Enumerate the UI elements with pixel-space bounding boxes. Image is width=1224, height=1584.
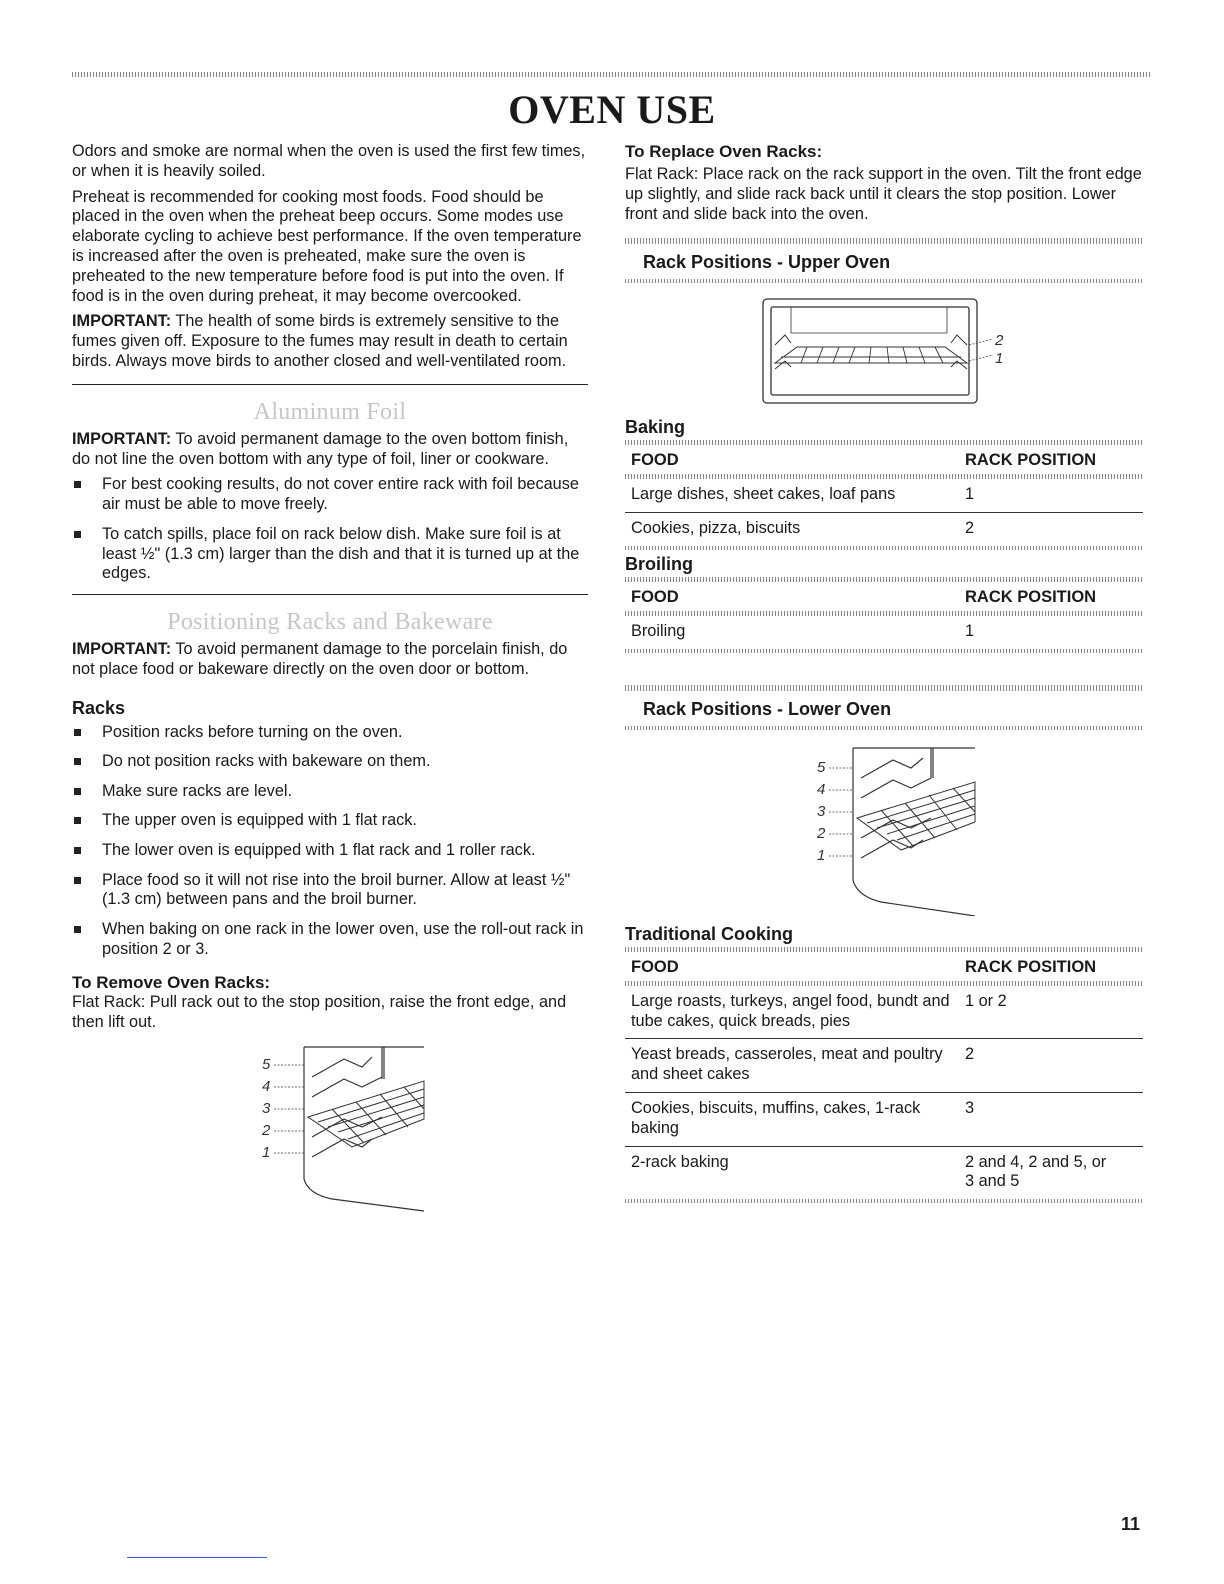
position-cell: 2 bbox=[965, 519, 975, 538]
rack-position-column-header: RACK POSITION bbox=[965, 957, 1097, 976]
rack-label: 2 bbox=[817, 824, 826, 842]
food-cell: 2-rack baking bbox=[631, 1152, 729, 1171]
rack-label: 5 bbox=[817, 758, 826, 776]
birds-warning-text: The health of some birds is extremely sensitive to the fumes given off. Exposure to the fumes may result in death to certain birds. Always move birds to another closed and well-ventilated room. bbox=[72, 312, 568, 370]
important-label: IMPORTANT: bbox=[72, 312, 172, 331]
oven-rack-diagram-left bbox=[72, 1039, 588, 1214]
remove-racks-text: Flat Rack: Pull rack out to the stop position, raise the front edge, and then lift out. bbox=[72, 993, 567, 1032]
page-number: 11 bbox=[1120, 1514, 1140, 1534]
footer-link-underline[interactable] bbox=[127, 1557, 267, 1558]
table-row bbox=[625, 1093, 1143, 1147]
list-item: The upper oven is equipped with 1 flat rack. bbox=[72, 811, 588, 831]
upper-oven-heading: Rack Positions - Upper Oven bbox=[643, 252, 891, 273]
rack-position-column-header: RACK POSITION bbox=[965, 451, 1097, 470]
rack-label: 3 bbox=[817, 802, 826, 820]
position-cell: 1 or 2 bbox=[965, 991, 1007, 1010]
list-item: To catch spills, place foil on rack below dish. Make sure foil is at least ½" (1.3 cm) larger than the dish and that it is turned up at the edges. bbox=[72, 525, 588, 584]
intro-paragraph-odors: Odors and smoke are normal when the oven is used the first few times, or when it is heavily soiled. bbox=[72, 142, 586, 180]
rack-label: 2 bbox=[995, 332, 1004, 350]
table-row bbox=[625, 616, 1143, 649]
rack-label: 5 bbox=[262, 1056, 271, 1074]
list-item: Do not position racks with bakeware on them. bbox=[72, 752, 588, 772]
broiling-heading: Broiling bbox=[625, 553, 693, 574]
baking-heading: Baking bbox=[625, 417, 686, 438]
rack-position-column-header: RACK POSITION bbox=[965, 587, 1097, 606]
food-cell: Large roasts, turkeys, angel food, bundt and tube cakes, quick breads, pies bbox=[631, 991, 950, 1030]
hatched-band bbox=[625, 546, 1143, 550]
important-label: IMPORTANT: bbox=[72, 639, 172, 658]
list-item: When baking on one rack in the lower oven, use the roll-out rack in position 2 or 3. bbox=[72, 920, 588, 960]
oven-outer-frame bbox=[763, 299, 977, 403]
positioning-racks-heading: Positioning Racks and Bakeware bbox=[167, 608, 493, 635]
traditional-table-header bbox=[625, 952, 1143, 981]
positioning-important bbox=[72, 640, 588, 680]
intro-paragraph-preheat: Preheat is recommended for cooking most foods. Food should be placed in the oven when the preheat beep occurs. Some modes use elaborate cycling to achieve best performance. If the oven temperature is increased after the oven is preheated, make sure the oven is preheated to the new temperature before food is put into the oven. If food is in the oven during preheat, it may become overcooked. bbox=[72, 187, 582, 305]
replace-racks-heading: To Replace Oven Racks: bbox=[625, 142, 823, 161]
positioning-important-text: To avoid permanent damage to the porcelain finish, do not place food or bakeware directly on the oven door or bottom. bbox=[72, 639, 568, 678]
position-cell: 1 bbox=[965, 485, 975, 504]
upper-oven-diagram bbox=[625, 283, 1143, 407]
broiling-table-header bbox=[625, 582, 1143, 611]
remove-racks-heading: To Remove Oven Racks: bbox=[72, 973, 271, 993]
position-cell: 2 bbox=[965, 1045, 975, 1064]
birds-warning bbox=[72, 312, 588, 371]
lower-oven-heading: Rack Positions - Lower Oven bbox=[643, 698, 892, 719]
food-cell: Large dishes, sheet cakes, loaf pans bbox=[631, 485, 896, 504]
hatched-band bbox=[625, 649, 1143, 653]
section-divider bbox=[72, 594, 588, 595]
food-cell: Cookies, pizza, biscuits bbox=[631, 519, 801, 538]
aluminum-foil-heading: Aluminum Foil bbox=[253, 398, 407, 425]
list-item: For best cooking results, do not cover entire rack with foil because air must be able to move freely. bbox=[72, 475, 588, 515]
rack-label: 4 bbox=[817, 780, 826, 798]
hatched-band bbox=[625, 1199, 1143, 1203]
traditional-cooking-heading: Traditional Cooking bbox=[625, 923, 794, 944]
page-title: OVEN USE bbox=[508, 87, 716, 132]
oven-inner-frame bbox=[771, 307, 969, 395]
lower-oven-diagram bbox=[625, 730, 1143, 916]
table-row bbox=[625, 1039, 1143, 1093]
racks-heading: Racks bbox=[72, 697, 126, 718]
food-column-header: FOOD bbox=[631, 451, 679, 470]
important-label: IMPORTANT: bbox=[72, 429, 172, 448]
racks-bullet-list bbox=[72, 723, 588, 960]
foil-bullet-list bbox=[72, 475, 588, 584]
right-column bbox=[625, 142, 1143, 1203]
rack-label: 2 bbox=[262, 1122, 271, 1140]
position-cell: 1 bbox=[965, 621, 975, 640]
position-cell: 2 and 4, 2 and 5, or 3 and 5 bbox=[965, 1152, 1107, 1191]
top-hatched-rule bbox=[72, 72, 1152, 77]
foil-important bbox=[72, 430, 588, 470]
list-item: Position racks before turning on the oven. bbox=[72, 723, 588, 743]
table-row bbox=[625, 513, 1143, 546]
table-row bbox=[625, 986, 1143, 1040]
section-divider bbox=[72, 384, 588, 385]
food-column-header: FOOD bbox=[631, 587, 679, 606]
rack-label: 1 bbox=[817, 846, 826, 864]
rack-label: 3 bbox=[262, 1100, 271, 1118]
food-column-header: FOOD bbox=[631, 957, 679, 976]
baking-table-header bbox=[625, 445, 1143, 474]
food-cell: Yeast breads, casseroles, meat and poultry and sheet cakes bbox=[631, 1045, 943, 1084]
position-cell: 3 bbox=[965, 1098, 975, 1117]
rack-label: 1 bbox=[262, 1144, 271, 1162]
left-column bbox=[72, 142, 588, 1214]
food-cell: Cookies, biscuits, muffins, cakes, 1-rack baking bbox=[631, 1098, 921, 1137]
rack-label: 1 bbox=[995, 350, 1004, 368]
table-row bbox=[625, 479, 1143, 513]
rack-label: 4 bbox=[262, 1078, 271, 1096]
food-cell: Broiling bbox=[631, 621, 686, 640]
list-item: The lower oven is equipped with 1 flat rack and 1 roller rack. bbox=[72, 841, 588, 861]
foil-important-text: To avoid permanent damage to the oven bottom finish, do not line the oven bottom with any type of foil, liner or cookware. bbox=[72, 429, 569, 468]
replace-racks-text: Flat Rack: Place rack on the rack support in the oven. Tilt the front edge up slightly, and slide rack back until it clears the stop position. Lower front and slide back into the oven. bbox=[625, 165, 1142, 223]
list-item: Place food so it will not rise into the broil burner. Allow at least ½" (1.3 cm) between pans and the broil burner. bbox=[72, 871, 588, 911]
list-item: Make sure racks are level. bbox=[72, 782, 588, 802]
table-row bbox=[625, 1147, 1143, 1200]
